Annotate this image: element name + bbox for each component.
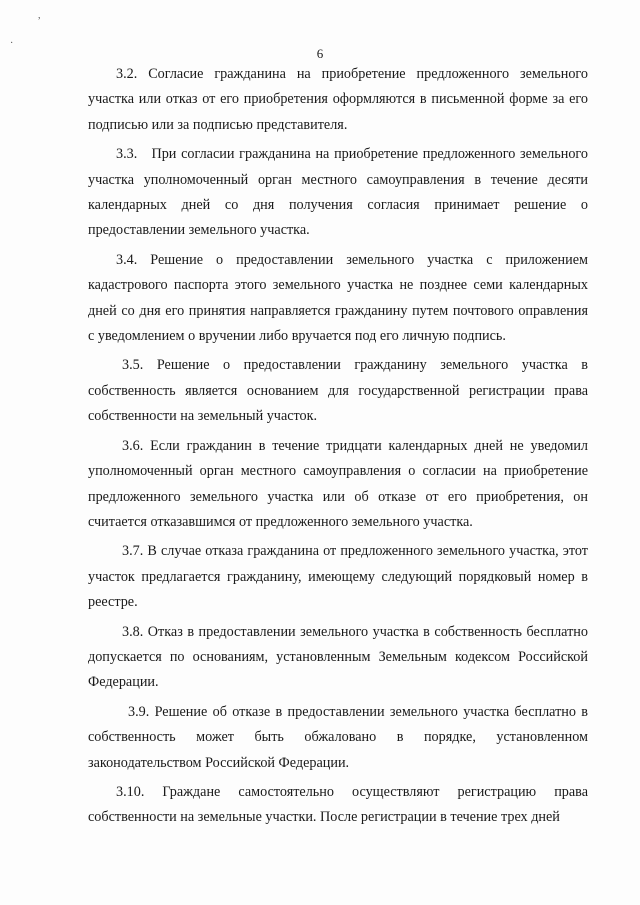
paragraph-3-9: 3.9. Решение об отказе в предоставлении земельного участка бесплатно в собственность может быть обжаловано в порядке, установленном законодательством Российской Федерации. xyxy=(88,703,588,771)
paragraph-3-10: 3.10. Граждане самостоятельно осуществляют регистрацию права собственности на земельные участки. После регистрации в течение трех дней xyxy=(88,783,588,826)
paragraph-3-3: 3.3. При согласии гражданина на приобретение предложенного земельного участка уполномоченный орган местного самоуправления в течение десяти календарных дней со дня получения согласия принимает решение о предоставлении земельного участка. xyxy=(88,146,588,239)
scan-artifact: , xyxy=(38,10,41,21)
paragraph-3-4: 3.4. Решение о предоставлении земельного участка с приложением кадастрового паспорта этого земельного участка не позднее семи календарных дней со дня его принятия направляется гражданину путем почтового оправления с уведомлением о вручении либо вручается под его личную подпись. xyxy=(88,251,588,345)
paragraph-3-6: 3.6. Если гражданин в течение тридцати календарных дней не уведомил уполномоченный орган местного самоуправления о согласии на приобретение предложенного земельного участка или об отказе от его приобретения, он считается отказавшимся от предложенного земельного участка. xyxy=(88,437,588,530)
paragraph-3-5: 3.5. Решение о предоставлении гражданину земельного участка в собственность является основанием для государственной регистрации права собственности на земельный участок. xyxy=(88,357,588,425)
paragraph-3-2: 3.2. Согласие гражданина на приобретение предложенного земельного участка или отказ от его приобретения оформляются в письменной форме за его подписью или за подписью представителя. xyxy=(88,66,588,133)
scan-artifact: · xyxy=(10,38,14,49)
page-number: 6 xyxy=(316,46,324,61)
paragraph-3-8: 3.8. Отказ в предоставлении земельного участка в собственность бесплатно допускается по основаниям, установленным Земельным кодексом Российской Федерации. xyxy=(88,623,588,691)
document-body xyxy=(88,62,588,835)
paragraph-3-7: 3.7. В случае отказа гражданина от предложенного земельного участка, этот участок предлагается гражданину, имеющему следующий порядковый номер в реестре. xyxy=(88,543,588,611)
